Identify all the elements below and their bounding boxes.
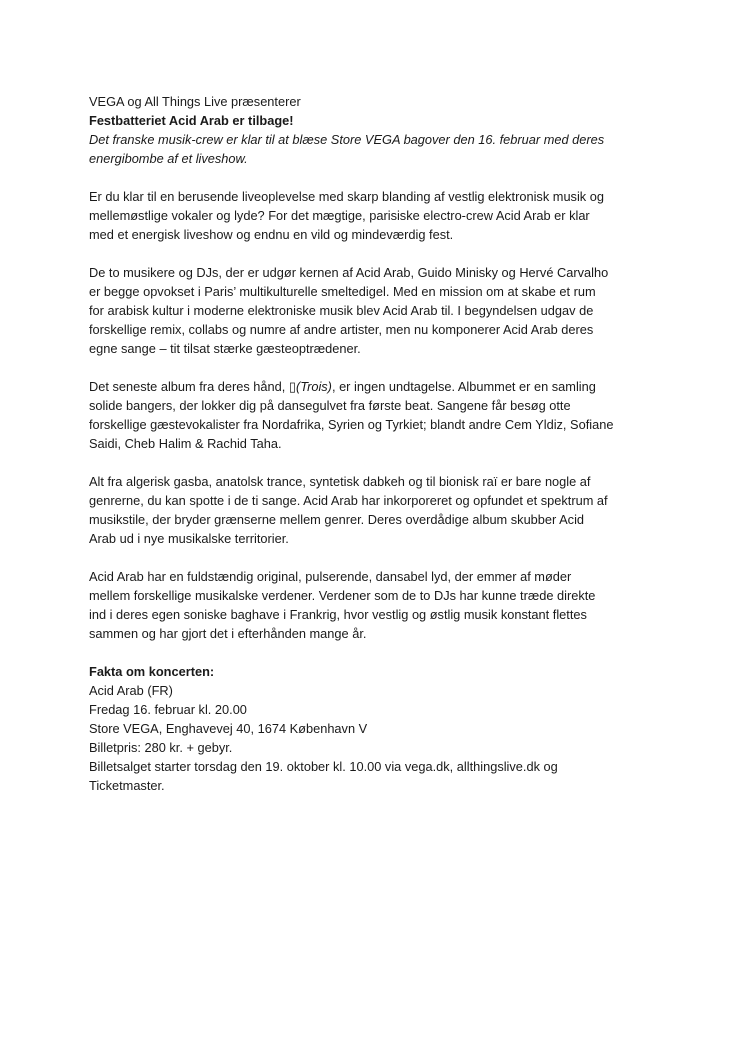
press-release-intro <box>89 92 666 168</box>
text-line: Acid Arab har en fuldstændig original, pulserende, dansabel lyd, der emmer af møder <box>89 569 572 584</box>
text-line: egne sange – tit tilsat stærke gæsteoptrædener. <box>89 341 361 356</box>
concert-facts <box>89 662 666 795</box>
album-line <box>89 377 666 396</box>
text-line: mellemøstlige vokaler og lyde? For det mægtige, parisiske electro-crew Acid Arab er klar <box>89 208 590 223</box>
headline: Festbatteriet Acid Arab er tilbage! <box>89 113 294 128</box>
paragraph-1 <box>89 187 666 244</box>
facts-sale-line-2: Ticketmaster. <box>89 778 165 793</box>
text-line: Er du klar til en berusende liveoplevelse med skarp blanding af vestlig elektronisk musik og <box>89 189 604 204</box>
facts-artist: Acid Arab (FR) <box>89 683 173 698</box>
text-line: for arabisk kultur i moderne elektroniske musik blev Acid Arab til. I begyndelsen udgav de <box>89 303 594 318</box>
text-line: Alt fra algerisk gasba, anatolsk trance, syntetisk dabkeh og til bionisk raï er bare nogle af <box>89 474 591 489</box>
facts-sale-line-1: Billetsalget starter torsdag den 19. oktober kl. 10.00 via vega.dk, allthingslive.dk og <box>89 759 558 774</box>
text-line: med et energisk liveshow og endnu en vild og mindeværdig fest. <box>89 227 454 242</box>
lede-line-1: Det franske musik-crew er klar til at blæse Store VEGA bagover den 16. februar med deres <box>89 132 605 147</box>
lede-line-2: energibombe af et liveshow. <box>89 151 248 166</box>
facts-date: Fredag 16. februar kl. 20.00 <box>89 702 247 717</box>
paragraph-3 <box>89 377 666 453</box>
text-line: ind i deres egen soniske baghave i Frankrig, hvor vestlig og østlig musik konstant flettes <box>89 607 587 622</box>
text-line: De to musikere og DJs, der er udgør kernen af Acid Arab, Guido Minisky og Hervé Carvalho <box>89 265 609 280</box>
facts-heading: Fakta om koncerten: <box>89 664 215 679</box>
text-line: er begge opvokset i Paris’ multikulturelle smeltedigel. Med en mission om at skabe et rum <box>89 284 596 299</box>
facts-venue: Store VEGA, Enghavevej 40, 1674 København V <box>89 721 368 736</box>
album-line-before: Det seneste album fra deres hånd, <box>89 379 289 394</box>
text-line: forskellige remix, collabs og numre af andre artister, men nu komponerer Acid Arab deres <box>89 322 594 337</box>
paragraph-4 <box>89 472 666 548</box>
paragraph-2 <box>89 263 666 358</box>
text-line: mellem forskellige musikalske verdener. Verdener som de to DJs har kunne træde direkte <box>89 588 596 603</box>
text-line: genrerne, du kan spotte i de ti sange. Acid Arab har inkorporeret og opfundet et spektrum af <box>89 493 608 508</box>
paragraph-5 <box>89 567 666 643</box>
presenter-line: VEGA og All Things Live præsenterer <box>89 94 301 109</box>
missing-glyph-icon: ▯ <box>288 379 296 394</box>
album-title: (Trois) <box>295 379 332 394</box>
text-line: forskellige gæstevokalister fra Nordafrika, Syrien og Tyrkiet; blandt andre Cem Yldiz, Sofiane <box>89 417 614 432</box>
text-line: sammen og har gjort det i efterhånden mange år. <box>89 626 367 641</box>
text-line: Arab ud i nye musikalske territorier. <box>89 531 289 546</box>
text-line: solide bangers, der lokker dig på dansegulvet fra første beat. Sangene får besøg otte <box>89 398 571 413</box>
facts-price: Billetpris: 280 kr. + gebyr. <box>89 740 233 755</box>
text-line: Saidi, Cheb Halim & Rachid Taha. <box>89 436 282 451</box>
text-line: musikstile, der bryder grænserne mellem genrer. Deres overdådige album skubber Acid <box>89 512 585 527</box>
album-line-after: , er ingen undtagelse. Albummet er en samling <box>331 379 596 394</box>
